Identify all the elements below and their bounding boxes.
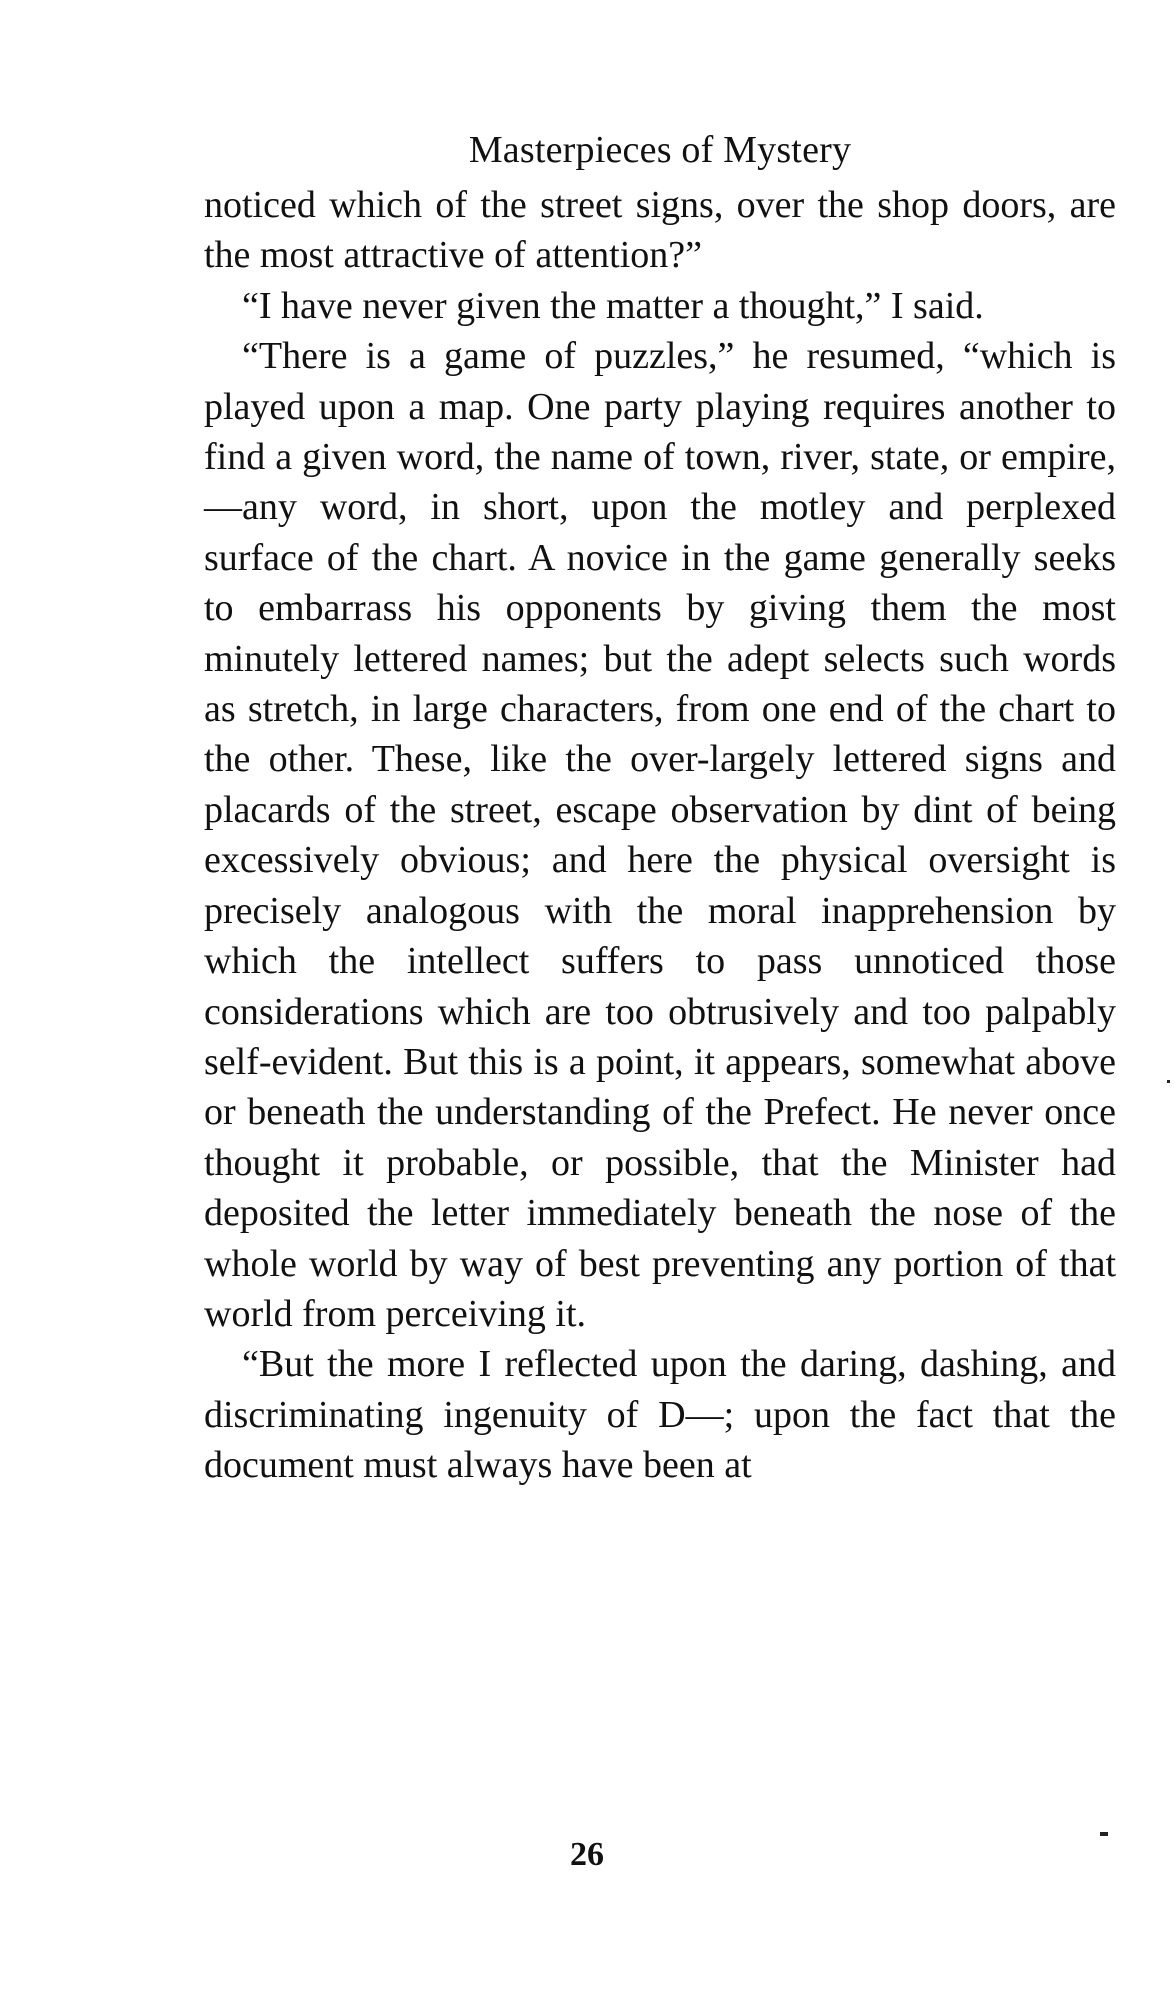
book-page: [204, 125, 1116, 1491]
paragraph: “There is a game of puzzles,” he resumed, “which is played upon a map. One party playing requires another to find a given word, the name of town, river, state, or empire,—any word, in short, upon the motley and perplexed surface of the chart. A novice in the game generally seeks to embarrass his opponents by giving them the most minutely lettered names; but the adept selects such words as stretch, in large characters, from one end of the chart to the other. These, like the over-largely lettered signs and placards of the street, escape observation by dint of being excessively obvious; and here the physical oversight is precisely analogous with the moral inapprehension by which the intellect suffers to pass unnoticed those considerations which are too obtrusively and too palpably self-evident. But this is a point, it appears, somewhat above or beneath the understanding of the Prefect. He never once thought it probable, or possible, that the Minister had deposited the letter immediately beneath the nose of the whole world by way of best preventing any portion of that world from perceiving it.: [204, 335, 1116, 1335]
print-speck: [1167, 1080, 1170, 1083]
paragraph: “But the more I reflected upon the daring, dashing, and discriminating ingenuity of D—; upon the fact that the document must always have been at: [204, 1343, 1116, 1487]
running-head: Masterpieces of Mystery: [468, 129, 852, 171]
body-text: [204, 180, 1116, 1491]
paragraph-continued: noticed which of the street signs, over the shop doors, are the most attractive of attention?”: [204, 184, 1116, 277]
print-speck: [1100, 1832, 1108, 1836]
paragraph: “I have never given the matter a thought,” I said.: [242, 284, 984, 327]
page-number: 26: [570, 1836, 604, 1873]
